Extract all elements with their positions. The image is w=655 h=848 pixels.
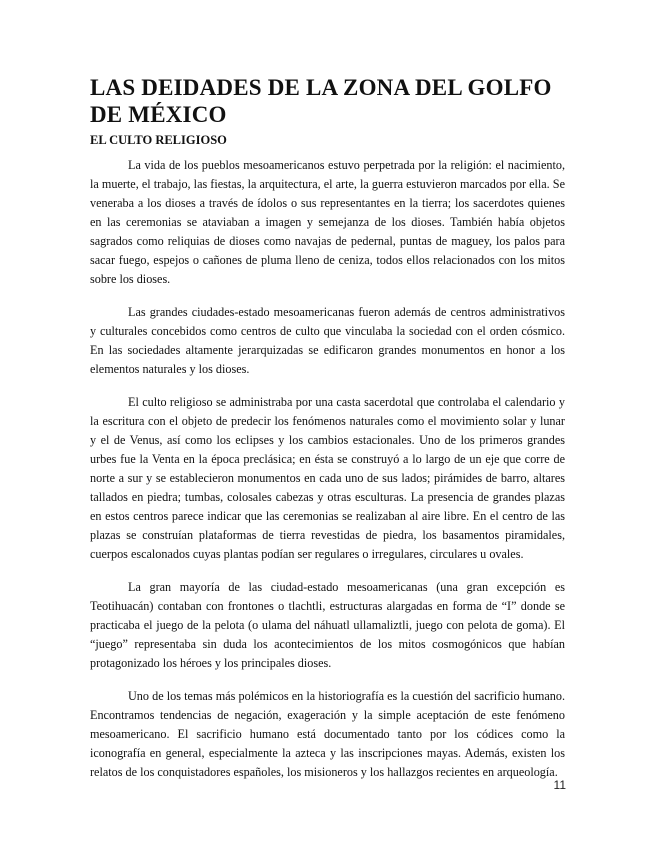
page-content	[90, 74, 565, 796]
paragraph-2: Las grandes ciudades-estado mesoamericanas fueron además de centros administrativos y culturales concebidos como centros de culto que vinculaba la sociedad con el orden cósmico. En las sociedades altamente jerarquizadas se edificaron grandes monumentos en honor a los elementos naturales y los dioses.	[90, 305, 565, 376]
paragraph-5: Uno de los temas más polémicos en la historiografía es la cuestión del sacrificio humano. Encontramos tendencias de negación, exageración y la simple aceptación de este fenómeno mesoamericano. El sacrificio humano está documentado tanto por los códices como la iconografía en general, especialmente la azteca y las inscripciones mayas. Además, existen los relatos de los conquistadores españoles, los misioneros y los hallazgos recientes en arqueología.	[90, 689, 565, 779]
page-title: LAS DEIDADES DE LA ZONA DEL GOLFO DE MÉXICO	[90, 75, 552, 127]
paragraph-4: La gran mayoría de las ciudad-estado mesoamericanas (una gran excepción es Teotihuacán) contaban con frontones o tlachtli, estructuras alargadas en forma de “I” donde se practicaba el juego de la pelota (o ulama del náhuatl ullamaliztli, juego con pelota de goma). El “juego” representaba sin duda los acontecimientos de los mitos cosmogónicos que habían protagonizado los héroes y los principales dioses.	[90, 580, 565, 670]
page-number: 11	[553, 778, 566, 792]
paragraph-1: La vida de los pueblos mesoamericanos estuvo perpetrada por la religión: el nacimiento, la muerte, el trabajo, las fiestas, la arquitectura, el arte, la guerra estuvieron marcados por ella. Se veneraba a los dioses a través de ídolos o sus representantes en la tierra; los sacerdotes quienes en las ceremonias se ataviaban a imagen y semejanza de los dioses. También había objetos sagrados como reliquias de dioses como navajas de pedernal, puntas de maguey, los palos para sacar fuego, espejos o cañones de pluma lleno de ceniza, todos ellos relacionados con los mitos sobre los dioses.	[90, 158, 565, 286]
paragraph-3: El culto religioso se administraba por una casta sacerdotal que controlaba el calendario y la escritura con el objeto de predecir los fenómenos naturales como el movimiento solar y lunar y el de Venus, así como los eclipses y los cambios estacionales. Uno de los primeros grandes urbes fue la Venta en la época preclásica; en ésta se construyó a lo largo de un eje que corre de norte a sur y se establecieron monumentos en cada uno de sus lados; pirámides de barro, altares tallados en piedra; tumbas, colosales cabezas y otras esculturas. La presencia de grandes plazas en estos centros parece indicar que las ceremonias se realizaban al aire libre. En el centro de las plazas se construían plataformas de tierra revestidas de piedra, los basamentos piramidales, cuerpos escalonados cuyas plantas podían ser regulares o irregulares, circulares u ovales.	[90, 395, 565, 561]
section-heading: EL CULTO RELIGIOSO	[90, 133, 227, 147]
